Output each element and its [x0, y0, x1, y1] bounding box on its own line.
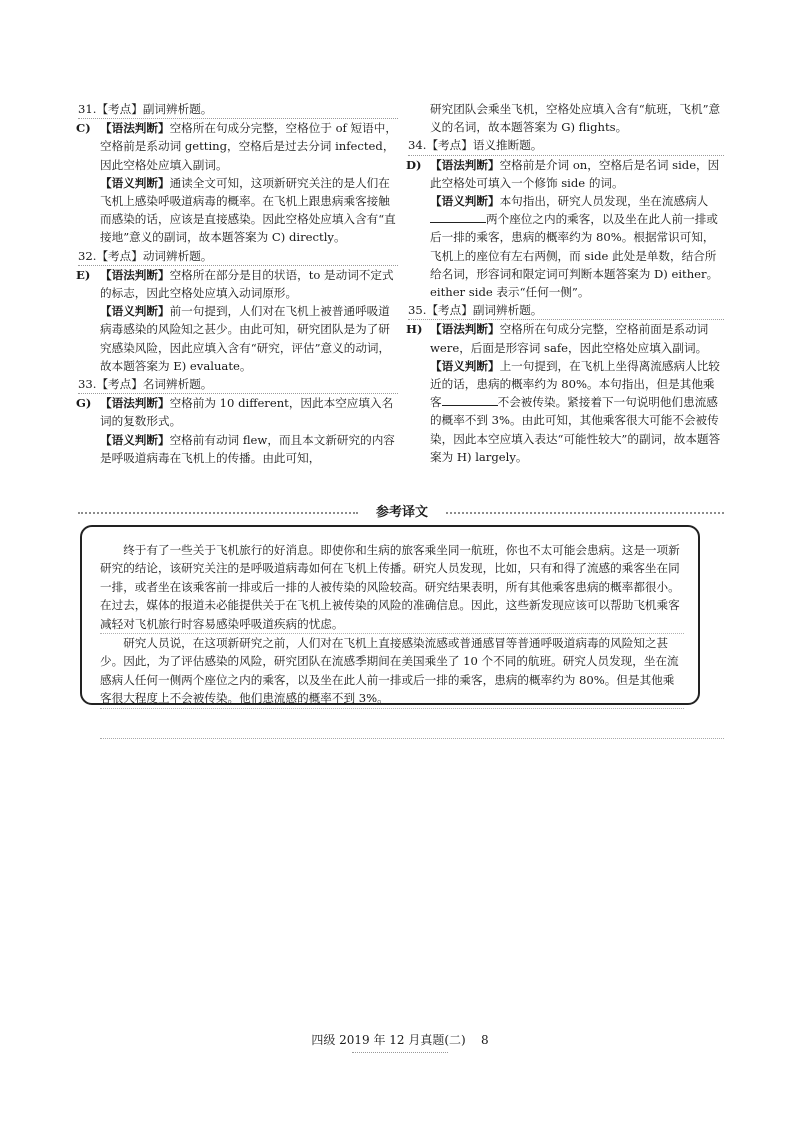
question-33-heading: 33.【考点】名词辨析题。: [78, 375, 398, 394]
translation-title: 参考译文: [364, 504, 440, 522]
answer-blank: [430, 210, 486, 223]
question-32-answer: E): [76, 267, 91, 282]
question-31-grammar-text: 空格所在句成分完整，空格位于 of 短语中，空格前是系动词 getting，空格后是过去分词 infected，因此空格处应填入副词。: [100, 121, 397, 172]
question-34-grammar: [408, 156, 724, 192]
dotted-separator: [100, 738, 724, 739]
grammar-tag: 【语法判断】: [100, 267, 170, 282]
grammar-tag: 【语法判断】: [100, 396, 170, 411]
question-31-grammar: [78, 119, 398, 174]
question-31-meaning: [78, 174, 398, 247]
question-33-answer: G): [76, 396, 92, 411]
question-34-heading: 34.【考点】语义推断题。: [408, 136, 724, 155]
question-33-continuation: 研究团队会乘坐飞机，空格处应填入含有“航班，飞机”意义的名词，故本题答案为 G) flights。: [430, 102, 721, 135]
grammar-tag: 【语法判断】: [100, 121, 170, 136]
grammar-tag: 【语法判断】: [430, 322, 500, 337]
question-31: [78, 100, 398, 247]
question-33-grammar: [78, 394, 398, 430]
translation-divider: [78, 504, 724, 522]
question-35-answer: H): [406, 322, 423, 337]
question-35: [408, 301, 724, 466]
translation-paragraph-1: 终于有了一些关于飞机旅行的好消息。即使你和生病的旅客乘坐同一航班，你也不太可能会患病。这是一项新研究的结论，该研究关注的是呼吸道病毒如何在飞机上传播。研究人员发现，比如，只有和得了流感的乘客坐在同一排，或者坐在该乘客前一排或后一排的人被传染的风险较高。研究结果表明，所有其他乘客患病的概率都很小。在过去，媒体的报道未必能提供关于在飞机上被传染的风险的准确信息。因此，这些新发现应该可以帮助飞机乘客减轻对飞机旅行时容易感染呼吸道疾病的忧虑。: [100, 541, 684, 634]
question-34-meaning-text-2: 两个座位之内的乘客，以及坐在此人前一排或后一排的乘客，患病的概率约为 80%。根据常识可知，飞机上的座位有左右两侧，而 side 此处是单数，结合所给名词，形容词和限定词可判断本题答案为 D) either。either side 表示“任何一侧”。: [430, 212, 719, 300]
meaning-tag: 【语义判断】: [430, 358, 500, 373]
question-31-answer: C): [76, 121, 91, 136]
footer-underline: [352, 1052, 448, 1053]
question-33-grammar-text: 空格前为 10 different，因此本空应填入名词的复数形式。: [100, 396, 394, 429]
question-34: [408, 136, 724, 301]
question-34-answer: D): [406, 157, 422, 172]
question-35-meaning-text-1: 上一句提到，在飞机上坐得离流感病人比较近的话，患病的概率约为 80%。本句指出，但是其他乘客: [430, 358, 720, 410]
question-35-heading: 35.【考点】副词辨析题。: [408, 301, 724, 320]
question-32-grammar: [78, 266, 398, 302]
answer-blank: [442, 393, 498, 406]
question-35-grammar: [408, 320, 724, 356]
question-32-grammar-text: 空格所在部分是目的状语，to 是动词不定式的标志，因此空格处应填入动词原形。: [100, 267, 394, 301]
question-33-meaning: [78, 431, 398, 467]
question-31-heading: 31.【考点】副词辨析题。: [78, 100, 398, 119]
grammar-tag: 【语法判断】: [430, 157, 500, 172]
translation-paragraph-2: 研究人员说，在这项新研究之前，人们对在飞机上直接感染流感或普通感冒等普通呼吸道病毒的风险知之甚少。因此，为了评估感染的风险，研究团队在流感季期间在美国乘坐了 10 个不同的航班。研究人员发现，坐在流感病人任何一侧两个座位之内的乘客，以及坐在此人前一排或后一排的乘客，患病的概率约为 80%。但是其他乘客很大程度上不会被传染。他们患流感的概率不到 3%。: [100, 634, 684, 709]
question-32-heading: 32.【考点】动词辨析题。: [78, 247, 398, 266]
divider-line-right: [446, 512, 724, 514]
meaning-tag: 【语义判断】: [100, 175, 170, 190]
question-35-grammar-text: 空格所在句成分完整，空格前面是系动词 were，后面是形容词 safe，因此空格处应填入副词。: [430, 322, 709, 355]
question-32-meaning: [78, 302, 398, 375]
page-footer: [0, 1032, 800, 1053]
meaning-tag: 【语义判断】: [430, 194, 500, 209]
question-34-grammar-text: 空格前是介词 on，空格后是名词 side，因此空格处可填入一个修饰 side 的词。: [430, 157, 720, 190]
question-33-meaning-text: 空格前有动词 flew，而且本文新研究的内容是呼吸道病毒在飞机上的传播。由此可知，: [100, 432, 395, 465]
question-31-meaning-text: 通读全文可知，这项新研究关注的是人们在飞机上感染呼吸道病毒的概率。在飞机上跟患病乘客接触而感染的话，应该是直接感染。因此空格处应填入含有“直接地”意义的副词，故本题答案为 C) directly。: [100, 175, 396, 245]
page-number: 8: [481, 1033, 489, 1047]
question-32-meaning-text: 前一句提到，人们对在飞机上被普通呼吸道病毒感染的风险知之甚少。由此可知，研究团队是为了研究感染风险，因此应填入含有“研究，评估”意义的动词，故本题答案为 E) evaluate。: [100, 304, 391, 373]
right-column: [408, 100, 724, 466]
divider-line-left: [78, 512, 358, 514]
meaning-tag: 【语义判断】: [100, 432, 170, 447]
translation-box: [80, 525, 700, 705]
meaning-tag: 【语义判断】: [100, 304, 170, 319]
question-34-meaning-text-1: 本句指出，研究人员发现，坐在流感病人: [499, 194, 709, 209]
question-32: [78, 247, 398, 375]
question-34-meaning: [408, 192, 724, 301]
question-33: [78, 375, 398, 467]
question-35-meaning-text-2: 不会被传染。紧接着下一句说明他们患流感的概率不到 3%。由此可知，其他乘客很大可能不会被传染，因此本空应填入表达“可能性较大”的副词，故本题答案为 H) largely。: [430, 395, 721, 464]
left-column: [78, 100, 398, 467]
footer-title: 四级 2019 年 12 月真题(二): [311, 1033, 466, 1047]
question-35-meaning: [408, 357, 724, 466]
